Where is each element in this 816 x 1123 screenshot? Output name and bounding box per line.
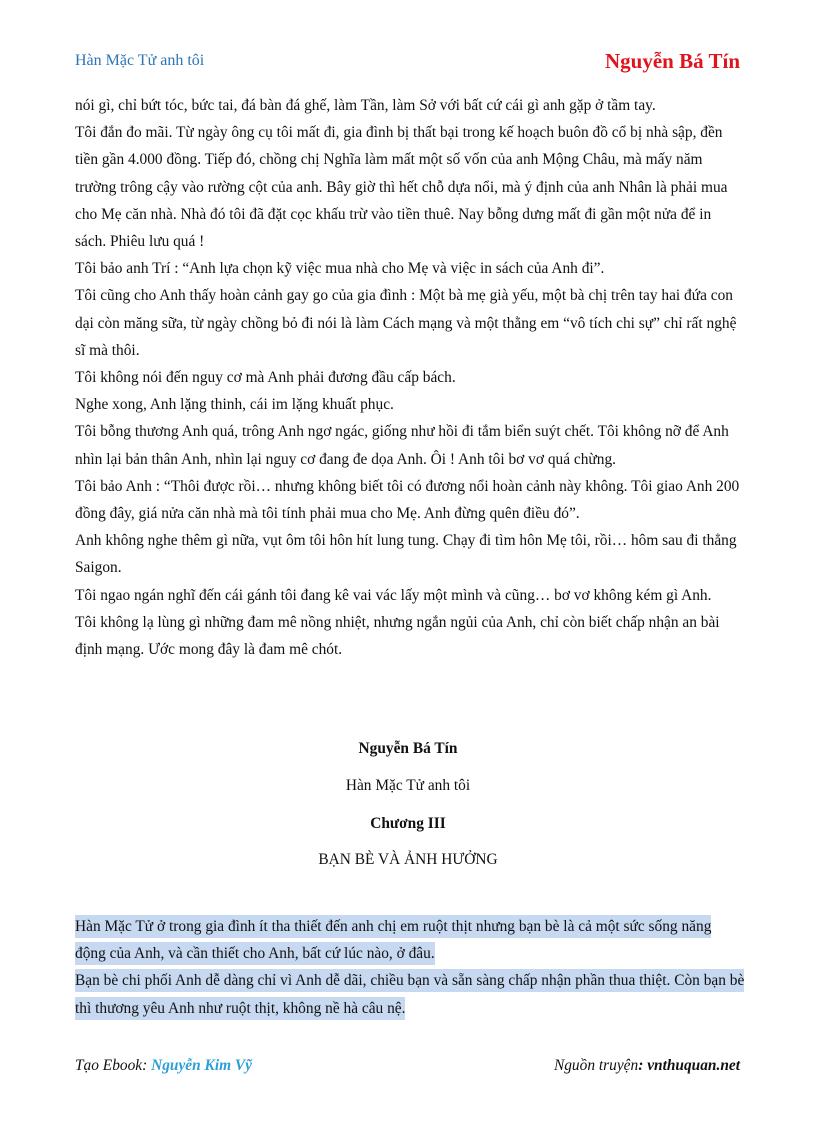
footer-source-label: Nguồn truyện — [553, 1057, 639, 1074]
footer-source-site[interactable]: vnthuquan.net — [647, 1057, 740, 1074]
paragraph: Tôi cũng cho Anh thấy hoàn cảnh gay go của gia đình : Một bà mẹ già yếu, một bà chị trên tay hai đứa con dại còn măng sữa, từ ngày chồng bỏ đi nói là làm Cách mạng và một thằng em “vô tích chi sự” chỉ rất nghệ sĩ mà thôi. — [75, 287, 737, 359]
highlighted-paragraph[interactable] — [75, 967, 745, 1021]
paragraph: Tôi đắn đo mãi. Từ ngày ông cụ tôi mất đi, gia đình bị thất bại trong kế hoạch buôn đồ cổ bị nhà sập, đền tiền gần 4.000 đồng. Tiếp đó, chồng chị Nghĩa làm mất một số vốn của anh Mộng Châu, mà mấy năm trường trông cậy vào rường cột của anh. Bây giờ thì hết chỗ dựa nổi, mà ý định của anh Nhân là phải mua cho Mẹ căn nhà. Nhà đó tôi đã đặt cọc khấu trừ vào tiền thuê. Nay bỗng dưng mất đi gần một nửa để in sách. Phiêu lưu quá ! — [75, 124, 728, 251]
chapter-heading: BẠN BÈ VÀ ẢNH HƯỞNG — [318, 851, 498, 868]
paragraph: Tôi bảo Anh : “Thôi được rồi… nhưng không biết tôi có đương nổi hoàn cảnh này không. Tôi giao Anh 200 đồng đây, giá nửa căn nhà mà tôi tính phải mua cho Mẹ. Anh đừng quên điều đó”. — [75, 477, 740, 523]
paragraph: Anh không nghe thêm gì nữa, vụt ôm tôi hôn hít lung tung. Chạy đi tìm hôn Mẹ tôi, rồi… hôm sau đi thẳng Saigon. — [75, 532, 737, 577]
footer-ebook-credit: Tạo Ebook: Nguyễn Kim Vỹ — [75, 1057, 253, 1074]
header-book-title: Hàn Mặc Tử anh tôi — [75, 52, 205, 69]
text-selection: Bạn bè chi phối Anh dễ dàng chỉ vì Anh dễ dãi, chiều bạn và sẵn sàng chấp nhận phần thua thiệt. Còn bạn bè thì thương yêu Anh như ruột thịt, không nề hà câu nệ. — [75, 969, 744, 1019]
paragraph: Tôi ngao ngán nghĩ đến cái gánh tôi đang kê vai vác lấy một mình và cũng… bơ vơ không kém gì Anh. — [75, 586, 712, 604]
paragraph: nói gì, chỉ bứt tóc, bức tai, đá bàn đá ghế, làm Tần, làm Sở với bất cứ cái gì anh gặp ở tầm tay. — [75, 97, 656, 114]
chapter-book-title: Hàn Mặc Tử anh tôi — [345, 777, 471, 794]
header-author: Nguyễn Bá Tín — [605, 49, 740, 73]
body-text — [75, 92, 745, 663]
highlighted-paragraph[interactable] — [75, 913, 745, 967]
paragraph: Nghe xong, Anh lặng thinh, cái im lặng khuất phục. — [75, 396, 394, 414]
paragraph: Tôi không lạ lùng gì những đam mê nồng nhiệt, nhưng ngắn ngủi của Anh, chỉ còn biết chấp nhận an bài định mạng. Ước mong đây là đam mê chót. — [75, 613, 720, 659]
footer-source: Nguồn truyện: vnthuquan.net — [553, 1057, 740, 1074]
footer-ebook-label: Tạo Ebook — [75, 1057, 143, 1074]
footer-ebook-name: Nguyễn Kim Vỹ — [151, 1057, 253, 1074]
paragraph: Tôi không nói đến nguy cơ mà Anh phải đương đầu cấp bách. — [75, 369, 456, 387]
chapter-number: Chương III — [370, 815, 446, 832]
chapter-author: Nguyễn Bá Tín — [358, 740, 458, 757]
highlighted-section — [75, 913, 745, 1022]
paragraph: Tôi bảo anh Trí : “Anh lựa chọn kỹ việc mua nhà cho Mẹ và việc in sách của Anh đi”. — [75, 260, 605, 278]
paragraph: Tôi bỗng thương Anh quá, trông Anh ngơ ngác, giống như hồi đi tắm biển suýt chết. Tôi không nỡ để Anh nhìn lại bản thân Anh, nhìn lại nguy cơ đang đe dọa Anh. Ôi ! Anh tôi bơ vơ quá chừng. — [75, 423, 729, 468]
text-selection: Hàn Mặc Tử ở trong gia đình ít tha thiết đến anh chị em ruột thịt nhưng bạn bè là cả một sức sống năng động của Anh, và cần thiết cho Anh, bất cứ lúc nào, ở đâu. — [75, 915, 711, 965]
